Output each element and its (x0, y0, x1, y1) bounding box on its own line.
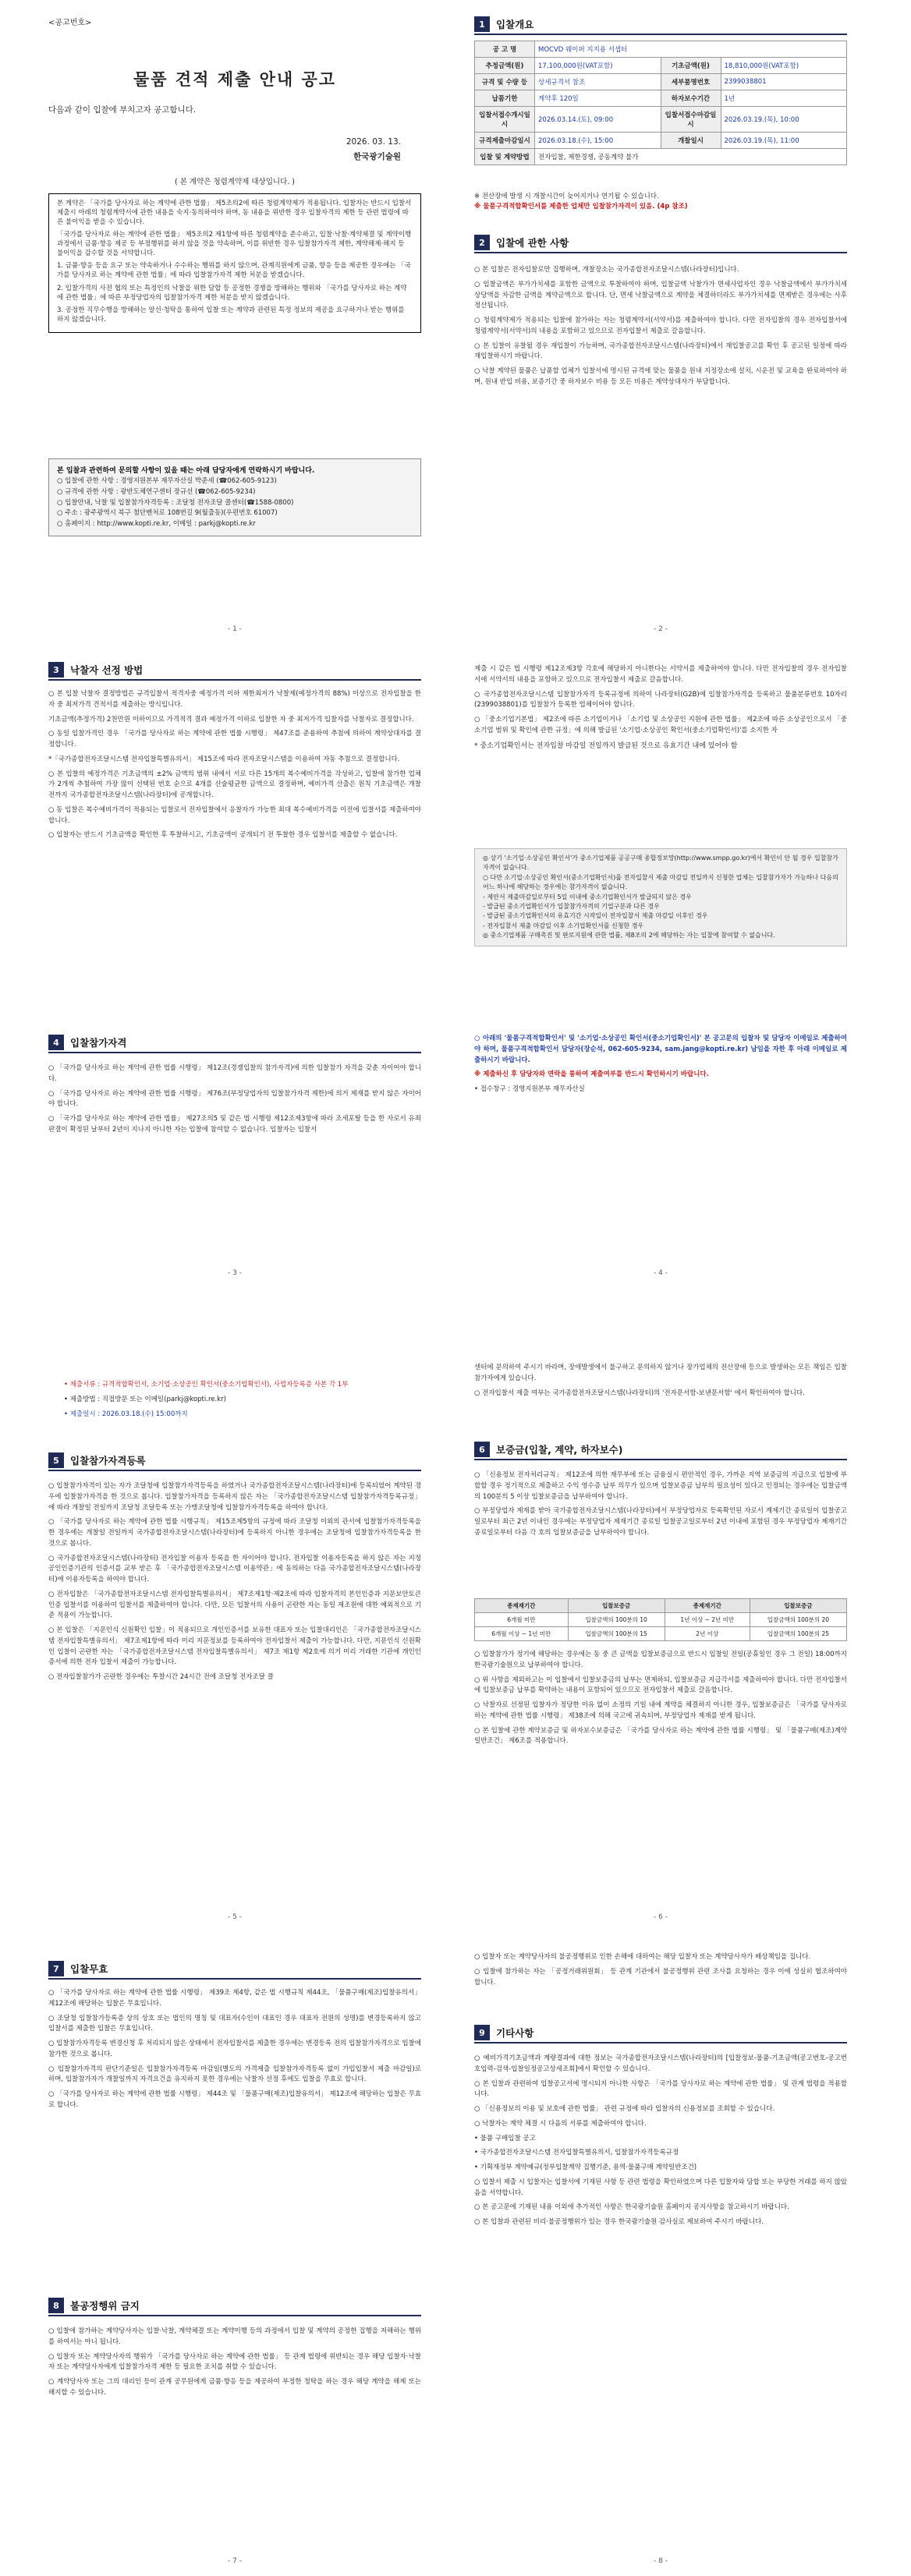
paragraph: ○ 국가종합전자조달시스템 입찰참가자격 등록규정에 의하여 나라장터(G2B)에 입찰참가자격을 등록하고 물품분류번호 10자리(2399038801)를 입찰참가 등록한 업체이어야 합니다. (474, 690, 847, 709)
page-2 (456, 0, 911, 644)
paragraph: ○ 위 사항을 제외하고는 이 입찰에서 입찰보증금의 납부는 면제하되, 입찰보증금 지급각서를 제출하여야 합니다. 다만 전자입찰서에 입찰보증금 납부를 확약하는 내용이 포함되어 있으므로 전자입찰서 제출로 갈음합니다. (474, 1675, 847, 1695)
page-4 (456, 644, 911, 1288)
section-title: 입찰무효 (70, 1963, 108, 1975)
table-row (475, 41, 847, 58)
table-cell: 2026.03.19.(목), 10:00 (721, 107, 847, 133)
box-line: ◎ 중소기업제품 구매촉진 및 판로지원에 관한 법률, 제8조의 2에 해당하는 자는 입찰에 참여할 수 없습니다. (483, 932, 775, 939)
paragraph: ○ 「국가를 당사자로 하는 계약에 관한 법률 시행령」 제12조(경쟁입찰의 참가자격)에 의한 입찰참가 자격을 갖춘 자이어야 합니다. (48, 1064, 421, 1083)
paragraph: ○ 조달청 입찰참가등록증 상의 상호 또는 법인의 명칭 및 대표자(수인이 대표인 경우 대표자 전원의 성명)를 변경등록하지 않고 입찰서를 제출한 입찰은 무효입니다. (48, 2014, 421, 2033)
page-3 (0, 644, 456, 1288)
table-row (475, 1599, 847, 1613)
table-cell: 입찰금액의 100분의 15 (568, 1627, 665, 1641)
section-body (48, 2327, 421, 2403)
page-8 (456, 1932, 911, 2576)
table-cell: 기초금액(원) (661, 58, 721, 74)
table-cell: 2026.03.14.(토), 09:00 (535, 107, 661, 133)
table-cell: 입찰 및 계약방법 (475, 149, 535, 165)
table-row (475, 1613, 847, 1627)
section-title: 입찰에 관한 사항 (496, 237, 569, 249)
paragraph: 기초금액(추정가격) 2천만원 이하이므로 가격적격 결과 예정가격 이하로 입찰한 자 중 최저가격 입찰자를 낙찰자로 결정합니다. (48, 715, 414, 724)
section-title: 입찰개요 (496, 19, 534, 30)
section-body (474, 265, 847, 392)
section-body (474, 1470, 847, 1543)
table-cell: 계약후 120일 (535, 90, 661, 107)
paragraph: 센터에 문의하여 주시기 바라며, 장애발생에서 불구하고 문의하지 않거나 장가업체의 전산장애 등으로 발생하는 모든 책임은 입찰참가자에게 있습니다. (474, 1364, 847, 1382)
list-item: • 국가종합전자조달시스템 전자입찰특별유의서, 입찰참가자격등록규정 (474, 2149, 679, 2157)
section-underline (48, 2315, 421, 2316)
table-header: 입찰보증금 (568, 1599, 665, 1613)
paragraph: ○ 동일 입찰가격인 경우 「국가를 당사자로 하는 계약에 관한 법률 시행령」 제47조를 준용하여 추첨에 의하여 계약상대자를 결정합니다. (48, 730, 421, 749)
list-item: • 기획재정부 계약예규(정부입찰계약 집행기준, 용역·물품구매 계약일반조건) (474, 2164, 697, 2172)
paragraph: ○ 입찰자는 반드시 기초금액을 확인한 후 투찰하시고, 기초금액이 공개되기 전 투찰한 경우 입찰서를 제출할 수 없습니다. (48, 831, 398, 840)
paragraph: ○ 「신용정보 전자처리규칙」 제12조에 의한 재무부에 또는 금융실시 편안적인 경우, 가까운 지역 보증금의 지급으로 입찰에 부합할 경우 정기적으로 제출하고 수익 영수증 납부 의무가 있으며 입찰보증금 납부의 필요성이 있다고 인정되는 경우에는 입찰금액의 100분의 5 이상 입찰보증금을 납부하여야 합니다. (474, 1471, 847, 1501)
table-cell: 전자입찰, 제한경쟁, 공동계약 불가 (535, 149, 847, 165)
paragraph: ○ 입찰참가자격의 판단기준일은 입찰참가자격등록 마감일(별도의 가격제출 입찰참가자격등록 없이 가입입찰서 제출 마감일)로 하며, 입찰참가자가 개찰일까지 자격요건을 유지하지 못한 경우에는 낙찰자 선정 후에도 입찰을 무효로 합니다. (48, 2065, 421, 2084)
page-5 (0, 1288, 456, 1932)
paragraph: ○ 동 입찰은 복수예비가격이 적용되는 입찰로서 전자입찰에서 응찰자가 가능한 최대 복수예비가격을 이전에 입찰서를 제출하여야 합니다. (48, 805, 421, 825)
section-body (474, 1650, 847, 1751)
section-body (48, 689, 421, 845)
paragraph: 제출 시 같은 법 시행령 제12조제3항 각호에 해당하지 아니한다는 서약서를 제출하여야 합니다. 다만 전자입찰의 경우 전자입찰서에 서약서의 내용을 포함하고 있으므로 전자입찰서 제출로 갈음합니다. (474, 665, 847, 684)
paragraph: ○ 본 공고문에 기재된 내용 이외에 추가적인 사항은 한국광기술원 홈페이지 공지사항을 참고하시기 바랍니다. (474, 2203, 789, 2212)
paragraph: ○ 입찰자 또는 계약당사자의 행위가 「국가를 당사자로 하는 계약에 관한 법률」 등 관계 법령에 위반되는 경우 해당 입찰자·낙찰자 또는 계약당사자에게 입찰참가자격 제한 등 필요한 조치를 취할 수 있습니다. (48, 2352, 421, 2372)
box-line: - 제안서 제출마감일로부터 5일 이내에 중소기업확인서가 발급되지 않은 경우 (483, 893, 692, 901)
table-row (475, 107, 847, 133)
section-header (474, 16, 847, 33)
section-underline (474, 34, 847, 35)
section-number: 3 (48, 662, 64, 678)
table-header: 종제재기간 (665, 1599, 750, 1613)
section-body (474, 664, 847, 755)
section-title: 낙찰자 선정 방법 (70, 664, 144, 676)
paragraph: ○ 낙찰자로 선정된 입찰자가 정당한 이유 없이 소정의 기일 내에 계약을 체결하지 아니한 경우, 입찰보증금은 「국가를 당사자로 하는 계약에 관한 법률 시행령」 제38조에 의해 국고에 귀속되며, 부정당업자 제재를 받게 됩니다. (474, 1701, 847, 1720)
paragraph: ○ 「국가를 당사자로 하는 계약에 관한 법률 시행규칙」 제15조제5항의 규정에 따라 조달청 이외의 관서에 입찰참가자격등록을 한 경우에는 개찰일 전일까지 국가종합전자조달시스템(나라장터)에 등록하지 아니한 경우에는 조달청에 입찰참가자격등록을 한 것으로 봅니다. (48, 1518, 421, 1548)
paragraph: ○ 본 입찰 낙찰자 결정방법은 규격입찰서 적격자중 예정가격 이하 제한최저가 낙찰제(예정가격의 88%) 이상으로 전자입찰을 한 자 중 최저가격 견적서를 제출하는 방식입니다. (48, 690, 421, 709)
paragraph: ○ 낙찰자는 계약 체결 시 다음의 서류를 제출하여야 합니다. (474, 2119, 647, 2128)
table-cell: 1년 이상 ~ 2년 미만 (665, 1613, 750, 1627)
list-item: • 제출일시 : 2026.03.18.(수) 15:00까지 (64, 1410, 188, 1418)
paragraph: ○ 본 입찰이 유찰될 경우 재입찰이 가능하며, 국가종합전자조달시스템(나라장터)에서 재입찰공고를 확인 후 공고된 일정에 따라 재입찰하시기 바랍니다. (474, 341, 847, 361)
section-body (48, 1481, 421, 1687)
table-header: 종제재기간 (475, 1599, 569, 1613)
paragraph: ○ 본 입찰은 전자입찰로만 집행하며, 개찰장소는 국가종합전자조달시스템(나라장터)입니다. (474, 266, 739, 274)
section-header (474, 234, 847, 251)
paragraph-warning: ※ 제출하신 후 담당자와 연락을 통하여 제출여부를 반드시 확인하시기 바랍니다. (474, 1070, 709, 1079)
paragraph: ○ 청렴계약제가 적용되는 입찰에 참가하는 자는 청렴계약서(서약서)를 제출하여야 합니다. 다만 전자입찰의 경우 전자입찰서에 청렴계약서(서약서)의 내용을 포함하고 있으므로 전자입찰서 제출로 갈음합니다. (474, 317, 847, 335)
page-number: - 1 - (228, 625, 242, 633)
paragraph: ○ 본 입찰과 관련하여 입찰공고서에 명시되지 아니한 사항은 「국가를 당사자로 하는 계약에 관한 법률」 및 관계 법령을 적용합니다. (474, 2079, 847, 2099)
list-item: • 제출방법 : 직접방문 또는 이메일(parkj@kopti.re.kr) (64, 1395, 226, 1403)
section-body (474, 1363, 847, 1403)
contact-heading: 본 입찰과 관련하여 문의할 사항이 있을 때는 아래 담당자에게 연락하시기 바랍니다. (57, 467, 315, 475)
note-line-warning: ※ 물품구격적합확인서를 제출한 업체만 입찰참가자격이 있음. (4p 참조) (474, 202, 688, 211)
paragraph: ○ 입찰참가자격이 있는 자가 조달청에 입찰참가자격등록을 하였거나 국가종합전자조달시스템(나라장터)에 등록되었어 계약된 경우에 입찰참가자격을 한 것으로 봅니다. 입찰참가자격을 등록하지 않은 자는 「국가종합전자조달시스템 입찰참가자격등록규정」에 따라 개찰일 전일까지 조달청 조달등록 또는 가맹조달청에 입찰참가자격등록을 하여야 합니다. (48, 1482, 421, 1512)
paragraph: ○ 예비가격기초금액과 계량결과에 대한 정보는 국가종합전자조달시스템(나라장터)의 [입찰정보-물품-기초금액(공고번호-공고번호입력-검색-입찰일정공고상세조회]에서 확인할 수 있습니다. (474, 2054, 847, 2073)
page-number: - 8 - (654, 2557, 668, 2565)
table-row (475, 74, 847, 90)
paragraph: ○ 「중소기업기본법」 제2조에 따른 소기업이거나 「소기업 및 소상공인 지원에 관한 법률」 제2조에 따른 소상공인으로서 「중소기업 범위 및 확인에 관한 규정」에 의해 발급된 '소기업·소상공인 확인서(중소기업확인서)'를 소지한 자 (474, 716, 847, 734)
section-number: 9 (474, 2025, 490, 2040)
organization-name: 한국광기술원 (353, 152, 401, 161)
contact-line[interactable]: ○ 홈페이지 : http://www.kopti.re.kr, 이메일 : parkj@kopti.re.kr (57, 519, 256, 528)
page-title: 물품 견적 제출 안내 공고 (133, 69, 337, 89)
section-number: 7 (48, 1961, 64, 1976)
paragraph: ○ 입찰참가가 정기에 해당하는 경우에는 동 중 큰 금액을 입찰보증금으로 반드시 입찰일 전일(공휴일인 경우 그 전일) 18:00까지 한국광기술원으로 납부하여야 합니다. (474, 1651, 847, 1669)
integrity-contract-box (48, 193, 421, 333)
paragraph: • 접수창구 : 경영지원본부 재무자산실 (474, 1085, 585, 1094)
paragraph: ○ 입찰서 제출 시 입찰자는 입찰서에 기재된 사항 등 관련 법령을 확인하였으며 다른 입찰자와 담합 또는 부당한 거래를 하지 않았음을 서약합니다. (474, 2178, 847, 2197)
page-7 (0, 1932, 456, 2576)
note-line: ※ 전산장애 발생 시 개찰시간이 늦어지거나 연기될 수 있습니다. (474, 193, 659, 200)
law-paragraph: 2. 입찰가격의 사전 협의 또는 특정인의 낙찰을 위한 담합 등 공정한 경쟁을 방해하는 행위와 「국가를 당사자로 하는 계약에 관한 법률」에 따른 부정당업자의 입찰참가자격 제한 처분을 받지 않겠습니다. (57, 284, 407, 302)
table-row (475, 90, 847, 107)
law-paragraph: 1. 금품·향응 등을 요구 또는 약속하거나 수수하는 행위를 하지 않으며, 관계직원에게 금품, 향응 등을 제공한 경우에는 「국가를 당사자로 하는 계약에 관한 법률」에 따라 입찰참가자격 제한 처분을 받겠습니다. (57, 262, 411, 280)
paragraph: ○ 부정당업자 제재를 받아 국가종합전자조달시스템(나라장터)에서 부정당업자로 등록확인된 자로서 계제기간 종료일이 입찰공고일로부터 최근 2년 이내인 경우에는 부정당업자 제재기간 종료일 입찰공고일로부터 2년 이내에 포함된 경우 부정당업자 제재기간 종료일로부터 다음 각 호의 입찰보증금을 납부하여야 합니다. (474, 1507, 847, 1537)
section-body (48, 1063, 421, 1140)
paragraph: ○ 입찰에 참가하는 계약당사자는 입찰·낙찰, 계약체결 또는 계약이행 등의 과정에서 입찰 및 계약의 공정한 집행을 저해하는 행위를 하여서는 아니 됩니다. (48, 2327, 421, 2346)
table-cell: 6개월 미만 (475, 1613, 569, 1627)
section-body (474, 1034, 847, 1099)
table-cell: 6개월 이상 ~ 1년 미만 (475, 1627, 569, 1641)
paragraph: ○ 전자입찰참가가 곤란한 경우에는 투찰시간 24시간 전에 조달청 전자조달 콜 (48, 1673, 274, 1682)
paragraph: ○ 본 입찰에 관한 계약보증금 및 하자보수보증금은 「국가를 당사자로 하는 계약에 관한 법률 시행령」 및 「물품구매(제조)계약일반조건」 제6조를 적용합니다. (474, 1726, 847, 1746)
table-cell: 18,810,000원(VAT포함) (721, 58, 847, 74)
paragraph: ○ 본 입찰은 「지문인식 신원확인 입찰」이 적용되므로 개인인증서를 보유한 대표자 또는 입찰대리인은 「국가종합전자조달시스템 전자입찰특별유의서」 제7조제1항에 따라 미리 지문정보를 등록하여야 전자입찰서 제출이 가능합니다. 다만, 지문인식 신원확인 입찰이 곤란한 자는 「국가종합전자조달시스템 전자입찰특별유의서」 제7조 제1항 제2호에 의거 미리 거래한 기관에 개인인증서에 의한 전자 입찰서 제출이 가능합니다. (48, 1626, 421, 1667)
sme-certificate-box (474, 848, 847, 947)
box-line: - 발급된 중소기업확인서가 입찰참가자격의 기업구분과 다른 경우 (483, 902, 660, 910)
table-cell: 세부품명번호 (661, 74, 721, 90)
paragraph: *「국가종합전자조달시스템 전자입찰특별유의서」 제15조에 따라 전자조달시스템을 이용하여 자동 추첨으로 결정합니다. (48, 755, 400, 763)
table-cell: 입찰금액의 100분의 20 (750, 1613, 846, 1627)
table-cell: MOCVD 웨이퍼 지지용 서셉터 (535, 41, 847, 58)
table-cell: 입찰서접수개시일시 (475, 107, 535, 133)
paragraph: ○ 「국가를 당사자로 하는 계약에 관한 법률 시행령」 제76조(부정당업자의 입찰참가자격 제한)에 의거 제재를 받지 않은 자이어야 합니다. (48, 1089, 421, 1109)
law-box-title: ( 본 계약은 청렴계약제 대상입니다. ) (174, 178, 295, 186)
section-header (48, 1960, 421, 1977)
section-underline (48, 1978, 421, 1980)
section-number: 6 (474, 1442, 490, 1457)
list-item: • 제출서류 : 규격적합확인서, 소기업·소상공인 확인서(중소기업확인서), 사업자등록증 사본 각 1부 (64, 1381, 349, 1389)
paragraph: ○ 「신용정보의 이용 및 보호에 관한 법률」 관련 규정에 따라 입찰자의 신용정보를 조회할 수 있습니다. (474, 2105, 775, 2114)
box-line: ○ 다만 소기업·소상공인 확인서(중소기업확인서)를 전자입찰서 제출 마감일 전일까지 신청한 업체는 입찰참가자가 가능하나 다음의 어느 하나에 해당하는 경우에는 참가자격이 없습니다. (483, 873, 838, 891)
table-cell: 2399038801 (721, 74, 847, 90)
law-paragraph: 「국가를 당사자로 하는 계약에 관한 법률」 제5조의2 제1항에 따른 청렴계약을 준수하고, 입찰·낙찰·계약체결 및 계약이행 과정에서 금품·향응 제공 등 부정행위를 하지 않을 것을 약속하며, 이를 위반한 경우 입찰참가자격 제한, 계약해제·해지 등 불이익을 감수할 것을 서약합니다. (57, 231, 412, 258)
paragraph: ○ 본 입찰의 예정가격은 기초금액의 ±2% 금액의 범위 내에서 서로 다른 15개의 복수예비가격을 작성하고, 입찰에 참가한 업체가 2개씩 추첨하여 가장 많이 선택된 번호 순으로 4개를 산술평균한 금액으로 결정하며, 예비가격 산출은 원칙 기초금액은 개찰 전까지 국가종합전자조달시스템(나라장터)에 공개합니다. (48, 770, 421, 800)
paragraph: ○ 「국가를 당사자로 하는 계약에 관한 법률」 제27조의5 및 같은 법 시행령 제12조제3항에 따라 조세포탈 등을 한 자로서 유죄판결이 확정된 날부터 2년이 지나지 아니한 자는 입찰에 참여할 수 없습니다. 입찰자는 입찰서 (48, 1115, 421, 1134)
paragraph: ○ 국가종합전자조달시스템(나라장터) 전자입찰 이용자 등록을 한 자이어야 합니다. 전자입찰 이용자등록을 하지 않은 자는 지정 공인인증기관의 인증서를 교부 받은 후 「국가종합전자조달시스템 이용약관」에 동의하는 다음 국가종합전자조달시스템(나라장터)에 이용자등록을 하여야 합니다. (48, 1554, 421, 1584)
section-header (48, 2297, 421, 2314)
intro-text: 다음과 같이 입찰에 부치고자 공고합니다. (48, 105, 197, 115)
page-number: - 2 - (654, 625, 668, 633)
section-header (474, 2024, 847, 2041)
section-header (48, 1034, 421, 1051)
page-number: - 5 - (228, 1913, 242, 1921)
table-cell: 입찰금액의 100분의 10 (568, 1613, 665, 1627)
table-row (475, 133, 847, 149)
box-line: - 발급된 중소기업확인서의 유효기간 시작일이 전자입찰서 제출 마감일 이후인 경우 (483, 912, 708, 920)
contact-box (48, 458, 421, 536)
section-body (474, 2054, 847, 2232)
contact-line: ○ 입찰에 관한 사항 : 경영지원본부 재무자산실 박준세 (☎062-605-9123) (57, 477, 277, 486)
page-number: - 3 - (228, 1269, 242, 1277)
table-cell: 입찰서접수마감일시 (661, 107, 721, 133)
section-header (48, 1452, 421, 1469)
section-number: 5 (48, 1453, 64, 1468)
paragraph: ○ 계약당사자 또는 그의 대리인 등이 관계 공무원에게 금품·향응 등을 제공하여 부정한 청탁을 하는 경우 해당 계약을 해제 또는 해지할 수 있습니다. (48, 2378, 421, 2397)
paragraph: * 중소기업확인서는 전자입찰 마감일 전일까지 발급된 것으로 유효기간 내에 있어야 함 (474, 741, 738, 750)
section-header (474, 1441, 847, 1458)
section-number: 8 (48, 2298, 64, 2313)
paragraph: ○ 입찰에 참가하는 자는 「공정거래위원회」 등 관계 기관에서 불공정행위 관련 조사를 요청하는 경우 이에 성실히 협조하여야 합니다. (474, 1967, 847, 1987)
table-cell: 2026.03.19.(목), 11:00 (721, 133, 847, 149)
contact-line: ○ 입찰안내, 낙찰 및 입찰참가자격등록 : 조달청 전자조달 콜센터(☎1588-0800) (57, 498, 294, 507)
list-item: • 물품 구매입찰 공고 (474, 2134, 536, 2143)
table-cell: 하자보수기간 (661, 90, 721, 107)
table-cell: 상세규격서 참조 (535, 74, 661, 90)
page-1 (0, 0, 456, 644)
paragraph: ○ 입찰자 또는 계약당사자의 불공정행위로 인한 손해에 대하여는 해당 입찰자 또는 계약당사자가 배상책임을 집니다. (474, 1953, 811, 1961)
page-number: - 6 - (654, 1913, 668, 1921)
section-underline (48, 1052, 421, 1053)
submission-list (64, 1380, 421, 1424)
paragraph: ○ 입찰금액은 부가가치세를 포함한 금액으로 투찰하여야 하며, 입찰금액 낙찰가가 면세사업자인 경우 낙찰금액에서 부가가치세 상당액을 차감한 금액을 계약금액으로 합니다. 단, 면세 낙찰금액으로 계약을 체결하더라도 부가가치세를 면제받은 경우에는 사후 정산됩니다. (474, 280, 847, 310)
bid-bond-table (474, 1598, 847, 1641)
box-line: ◎ 상기 '소기업·소상공인 확인서'가 중소기업제품 공공구매 종합정보망(http://www.smpp.go.kr)에서 확인이 안 될 경우 입찰참가자격이 없습니다. (483, 855, 838, 872)
page-number: - 7 - (228, 2557, 242, 2565)
page-6 (456, 1288, 911, 1932)
table-cell: 1년 (721, 90, 847, 107)
paragraph: ○ 입찰참가자격등록 변경신청 후 처리되지 않은 상태에서 전자입찰서를 제출한 경우에는 변경등록 전의 입찰참가자격으로 입찰에 참가한 것으로 봅니다. (48, 2040, 421, 2058)
table-cell: 규격제출마감일시 (475, 133, 535, 149)
section-number: 2 (474, 235, 490, 250)
table-cell: 공 고 명 (475, 41, 535, 58)
section-title: 보증금(입찰, 계약, 하자보수) (496, 1444, 623, 1456)
table-cell: 규격 및 수량 등 (475, 74, 535, 90)
table-cell: 추정금액(원) (475, 58, 535, 74)
paragraph: ○ 본 입찰과 관련된 비리·불공정행위가 있는 경우 한국광기술원 감사실로 제보하여 주시기 바랍니다. (474, 2218, 764, 2227)
paragraph: ○ 낙찰 계약된 물품은 납품할 업체가 입찰서에 명시된 규격에 맞는 물품을 원내 지정장소에 설치, 시운전 및 교육을 완료하여야 하며, 원내 반입 비용, 보증기간 중 하자보수 비용 등 모든 비용은 계약상대자가 부담합니다. (474, 367, 847, 386)
paragraph: ○ 전자입찰서 제출 여부는 국가종합전자조달시스템(나라장터)의 '전자문서함-보낸문서함' 에서 확인하여야 합니다. (474, 1389, 805, 1397)
section-title: 입찰참가자격 (70, 1037, 127, 1049)
table-cell: 입찰금액의 100분의 25 (750, 1627, 846, 1641)
notice-date: 2026. 03. 13. (346, 137, 401, 147)
law-paragraph: 본 계약은 「국가를 당사자로 하는 계약에 관한 법률」 제5조의2에 따른 청렴계약제가 적용됩니다. 입찰자는 반드시 입찰서 제출시 아래의 청렴계약서에 관한 내용을 숙지·동의하여야 하며, 동 내용을 위반한 경우 입찰자격의 제한 등 관련 법령에 따른 불이익을 받을 수 있습니다. (57, 200, 412, 227)
table-cell: 17,100,000원(VAT포함) (535, 58, 661, 74)
box-line: - 전자입찰서 제출 마감일 이후 소기업확인서를 신청한 경우 (483, 922, 644, 929)
section-underline (474, 252, 847, 253)
paragraph: ○ 「국가를 당사자로 하는 계약에 관한 법률 시행령」 제44조 및 「물품구매(제조)입찰유의서」 제12조에 해당하는 입찰은 무효로 합니다. (48, 2090, 421, 2109)
section-underline (474, 1459, 847, 1460)
section-underline (48, 1470, 421, 1471)
page-number: - 4 - (654, 1269, 668, 1277)
paragraph: ○ 전자입찰은 「국가종합전자조달시스템 전자입찰특별유의서」 제7조제1항·제2조에 따라 입찰자격의 본인인증과 지문보안토큰 인증 입찰서를 이용하여 입찰서를 제출하여야 합니다. 다만, 모든 입찰서의 사용이 곤란한 자는 동일 제조원에 대한 예외적으로 기준 적용이 가능합니다. (48, 1590, 421, 1620)
paragraph: ○ 「국가를 당사자로 하는 계약에 관한 법률 시행령」 제39조 제4항, 같은 법 시행규칙 제44조, 「물품구매(제조)입찰유의서」 제12조에 해당하는 입찰은 무효입니다. (48, 1989, 421, 2008)
table-cell: 2026.03.18.(수), 15:00 (535, 133, 661, 149)
section-header (48, 661, 421, 678)
section-title: 불공정행위 금지 (70, 2300, 140, 2312)
table-cell: 납품기한 (475, 90, 535, 107)
paragraph-highlight: ○ 아래의 '물품구격적합확인서' 및 '소기업·소상공인 확인서(중소기업확인서)' 본 공고문의 입찰자 및 담당자 이메일로 제출하여야 하며, 물품구격적합확인서 담당자(장순석, 062-605-9234, sam.jang@kopti.re.kr) 남임을 자한 후 아래 이메일로 제출하시기 바랍니다. (474, 1035, 847, 1064)
contact-line: ○ 규격에 관한 사항 : 광반도체연구센터 장규선 (☎062-605-9234) (57, 487, 256, 496)
section-body (48, 1988, 421, 2115)
doc-number: <공고번호> (48, 19, 92, 27)
section-title: 입찰참가자격등록 (70, 1455, 146, 1467)
table-header: 입찰보증금 (750, 1599, 846, 1613)
section-underline (474, 2042, 847, 2043)
table-row (475, 58, 847, 74)
overview-table (474, 41, 847, 165)
table-row (475, 1627, 847, 1641)
contact-line: ○ 주소 : 광주광역시 북구 첨단벤처로 108번길 9(월출동)(우편번호 61007) (57, 509, 278, 518)
section-body (474, 1952, 847, 1992)
section-title: 기타사항 (496, 2027, 534, 2039)
section-number: 1 (474, 16, 490, 32)
section-underline (48, 679, 421, 681)
section-number: 4 (48, 1035, 64, 1050)
table-cell: 개찰일시 (661, 133, 721, 149)
table-row (475, 149, 847, 165)
table-cell: 2년 이상 (665, 1627, 750, 1641)
law-paragraph: 3. 공정한 직무수행을 방해하는 알선·청탁을 통하여 입찰 또는 계약과 관련된 특정 정보의 제공을 요구하거나 받는 행위를 하지 않겠습니다. (57, 306, 405, 324)
overview-notes (474, 192, 847, 212)
